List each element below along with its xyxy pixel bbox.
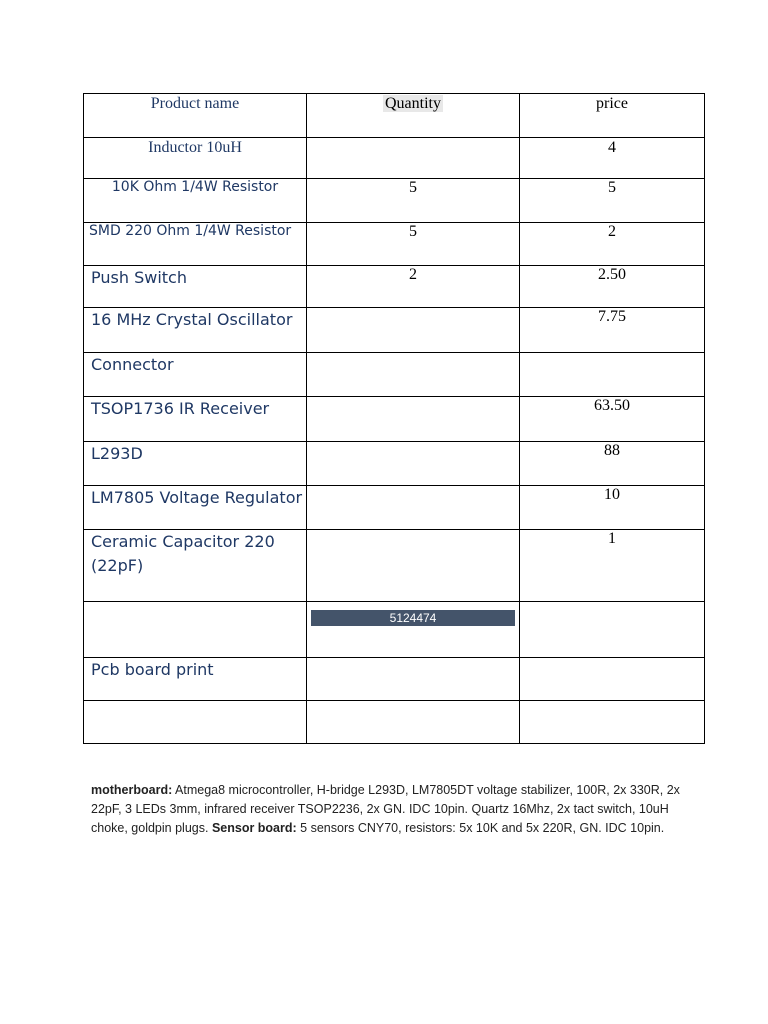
- description-note: [91, 781, 681, 838]
- table-row: [84, 486, 705, 530]
- price-cell: 2.50: [598, 266, 626, 283]
- quantity-cell: [307, 138, 519, 139]
- parts-table: [83, 93, 705, 744]
- product-name-cell: 16 MHz Crystal Oscillator: [91, 310, 293, 329]
- quantity-cell: 5: [409, 223, 417, 240]
- table-row: [84, 353, 705, 397]
- product-name-cell: 10K Ohm 1/4W Resistor: [111, 179, 279, 195]
- table-row: [84, 223, 705, 266]
- product-name-cell: Pcb board print: [91, 660, 214, 679]
- price-cell: 63.50: [594, 397, 630, 414]
- table-row: [84, 397, 705, 442]
- header-quantity-label: Quantity: [385, 95, 441, 112]
- product-name-cell: [84, 602, 306, 612]
- table-row: [84, 602, 705, 658]
- table-row: [84, 179, 705, 223]
- table-row: [84, 442, 705, 486]
- price-cell: [520, 701, 704, 710]
- product-name-cell: TSOP1736 IR Receiver: [91, 399, 270, 418]
- motherboard-text: Atmega8 microcontroller, H-bridge L293D, LM7805DT voltage stabilizer, 100R, 2x 330R, 2x 22pF, 3 LEDs 3mm, infrared receiver TSOP2236, 2x GN. IDC 10pin. Quartz 16Mhz, 2x tact switch, 10uH choke, goldpin plugs.: [91, 783, 680, 835]
- header-product-name: Product name: [84, 94, 307, 138]
- product-name-cell: L293D: [91, 444, 143, 463]
- table-row: [84, 308, 705, 353]
- price-cell: 88: [604, 442, 620, 459]
- price-cell: [520, 602, 704, 611]
- sensor-board-text: 5 sensors CNY70, resistors: 5x 10K and 5x 220R, GN. IDC 10pin.: [300, 821, 665, 835]
- product-name-cell: SMD 220 Ohm 1/4W Resistor: [89, 223, 292, 239]
- table-row: [84, 266, 705, 308]
- product-name-cell: [84, 701, 306, 711]
- price-cell: 7.75: [598, 308, 626, 325]
- table-row: [84, 530, 705, 602]
- table-header-row: [84, 94, 705, 138]
- quantity-cell: [307, 701, 519, 710]
- header-price: price: [520, 94, 705, 138]
- sensor-board-label: Sensor board:: [211, 821, 297, 835]
- header-quantity: [307, 94, 520, 138]
- price-cell: 4: [608, 139, 616, 156]
- price-cell: 1: [608, 530, 616, 547]
- price-cell: 5: [608, 179, 616, 196]
- table-row: [84, 138, 705, 179]
- quantity-bar-cell: 5124474: [311, 610, 515, 626]
- price-cell: 2: [608, 223, 616, 240]
- motherboard-label: motherboard:: [91, 783, 173, 797]
- product-name-cell: LM7805 Voltage Regulator: [91, 488, 303, 507]
- product-name-cell: Inductor 10uH: [148, 139, 242, 156]
- product-name-cell: Connector: [91, 355, 174, 374]
- table-row: [84, 701, 705, 744]
- product-name-cell: Push Switch: [91, 268, 187, 287]
- quantity-cell: 2: [409, 266, 417, 283]
- table-row: [84, 658, 705, 701]
- product-name-cell: Ceramic Capacitor 220 (22pF): [91, 532, 275, 575]
- quantity-cell: 5: [409, 179, 417, 196]
- price-cell: 10: [604, 486, 620, 503]
